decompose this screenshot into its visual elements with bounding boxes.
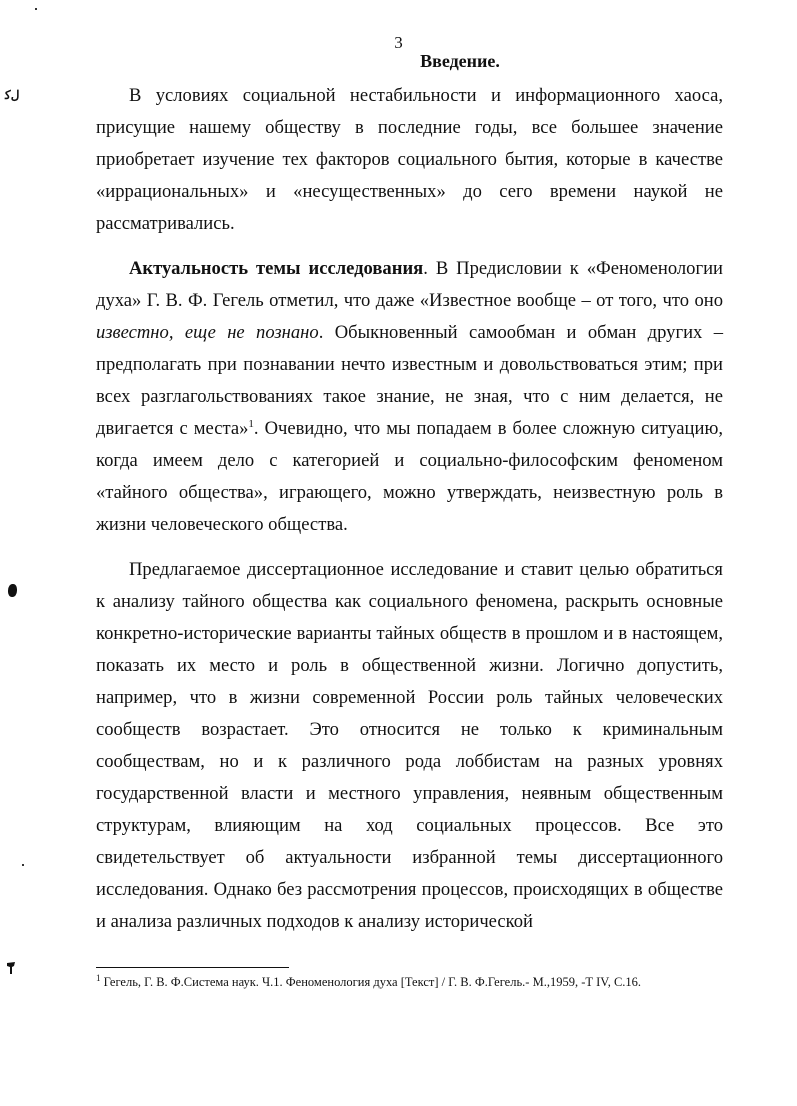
paragraph-goal: Предлагаемое диссертационное исследование и ставит целью обратиться к анализу тайного общества как социального феномена, раскрыть основные конкретно-исторические варианты тайных обществ в прошлом и в настоящем, показать их место и роль в общественной жизни. Логично допустить, например, что в жизни современной России роль тайных человеческих сообществ возрастает. Это относится не только к криминальным сообществам, но и к различного рода лоббистам на разных уровнях государственной власти и местного управления, неявным общественным структурам, влияющим на ход социальных процессов. Все это свидетельствует об актуальности избранной темы диссертационного исследования. Однако без рассмотрения процессов, происходящих в обществе и анализа различных подходов к анализу исторической [96, 559, 723, 932]
margin-ink-mark [6, 961, 16, 975]
margin-stamp-mark: ﻝﻛ [5, 88, 20, 102]
page-number: 3 [394, 33, 403, 52]
scan-speck [22, 864, 24, 866]
footnote-marker: 1 [96, 972, 101, 983]
relevance-heading: Актуальность темы исследования [129, 258, 424, 279]
relevance-text-a: . В Предисловии к «Феноменологии духа» Г. В. Ф. Гегель отметил, что даже «Известное вообще – от того, что оно [96, 258, 723, 311]
footnote [96, 972, 736, 990]
relevance-italic: известно, еще не познано [96, 322, 319, 343]
margin-ink-blot [8, 584, 17, 597]
footnote-reference[interactable]: 1 [248, 417, 254, 430]
section-heading: Введение. [420, 51, 500, 71]
footnote-divider [96, 967, 289, 968]
relevance-text-b: . Обыкновенный самообман и обман других – предполагать при познавании нечто известным и довольствоваться этим; при всех разглагольствованиях такое знание, не зная, что с ним делается, не двигается с места» [96, 322, 723, 439]
scan-speck [35, 8, 37, 10]
paragraph-intro: В условиях социальной нестабильности и информационного хаоса, присущие нашему обществу в последние годы, все большее значение приобретает изучение тех факторов социального бытия, которые в качестве «иррациональных» и «несущественных» до сего времени наукой не рассматривались. [96, 85, 723, 234]
body-text [96, 80, 723, 938]
footnote-text: Гегель, Г. В. Ф.Система наук. Ч.1. Феноменология духа [Текст] / Г. В. Ф.Гегель.- М.,1959, -Т IV, С.16. [100, 975, 642, 989]
paragraph-relevance [96, 253, 723, 541]
relevance-text-c: . Очевидно, что мы попадаем в более сложную ситуацию, когда имеем дело с категорией и социально-философским феноменом «тайного общества», играющего, можно утверждать, неизвестную роль в жизни человеческого общества. [96, 418, 723, 535]
